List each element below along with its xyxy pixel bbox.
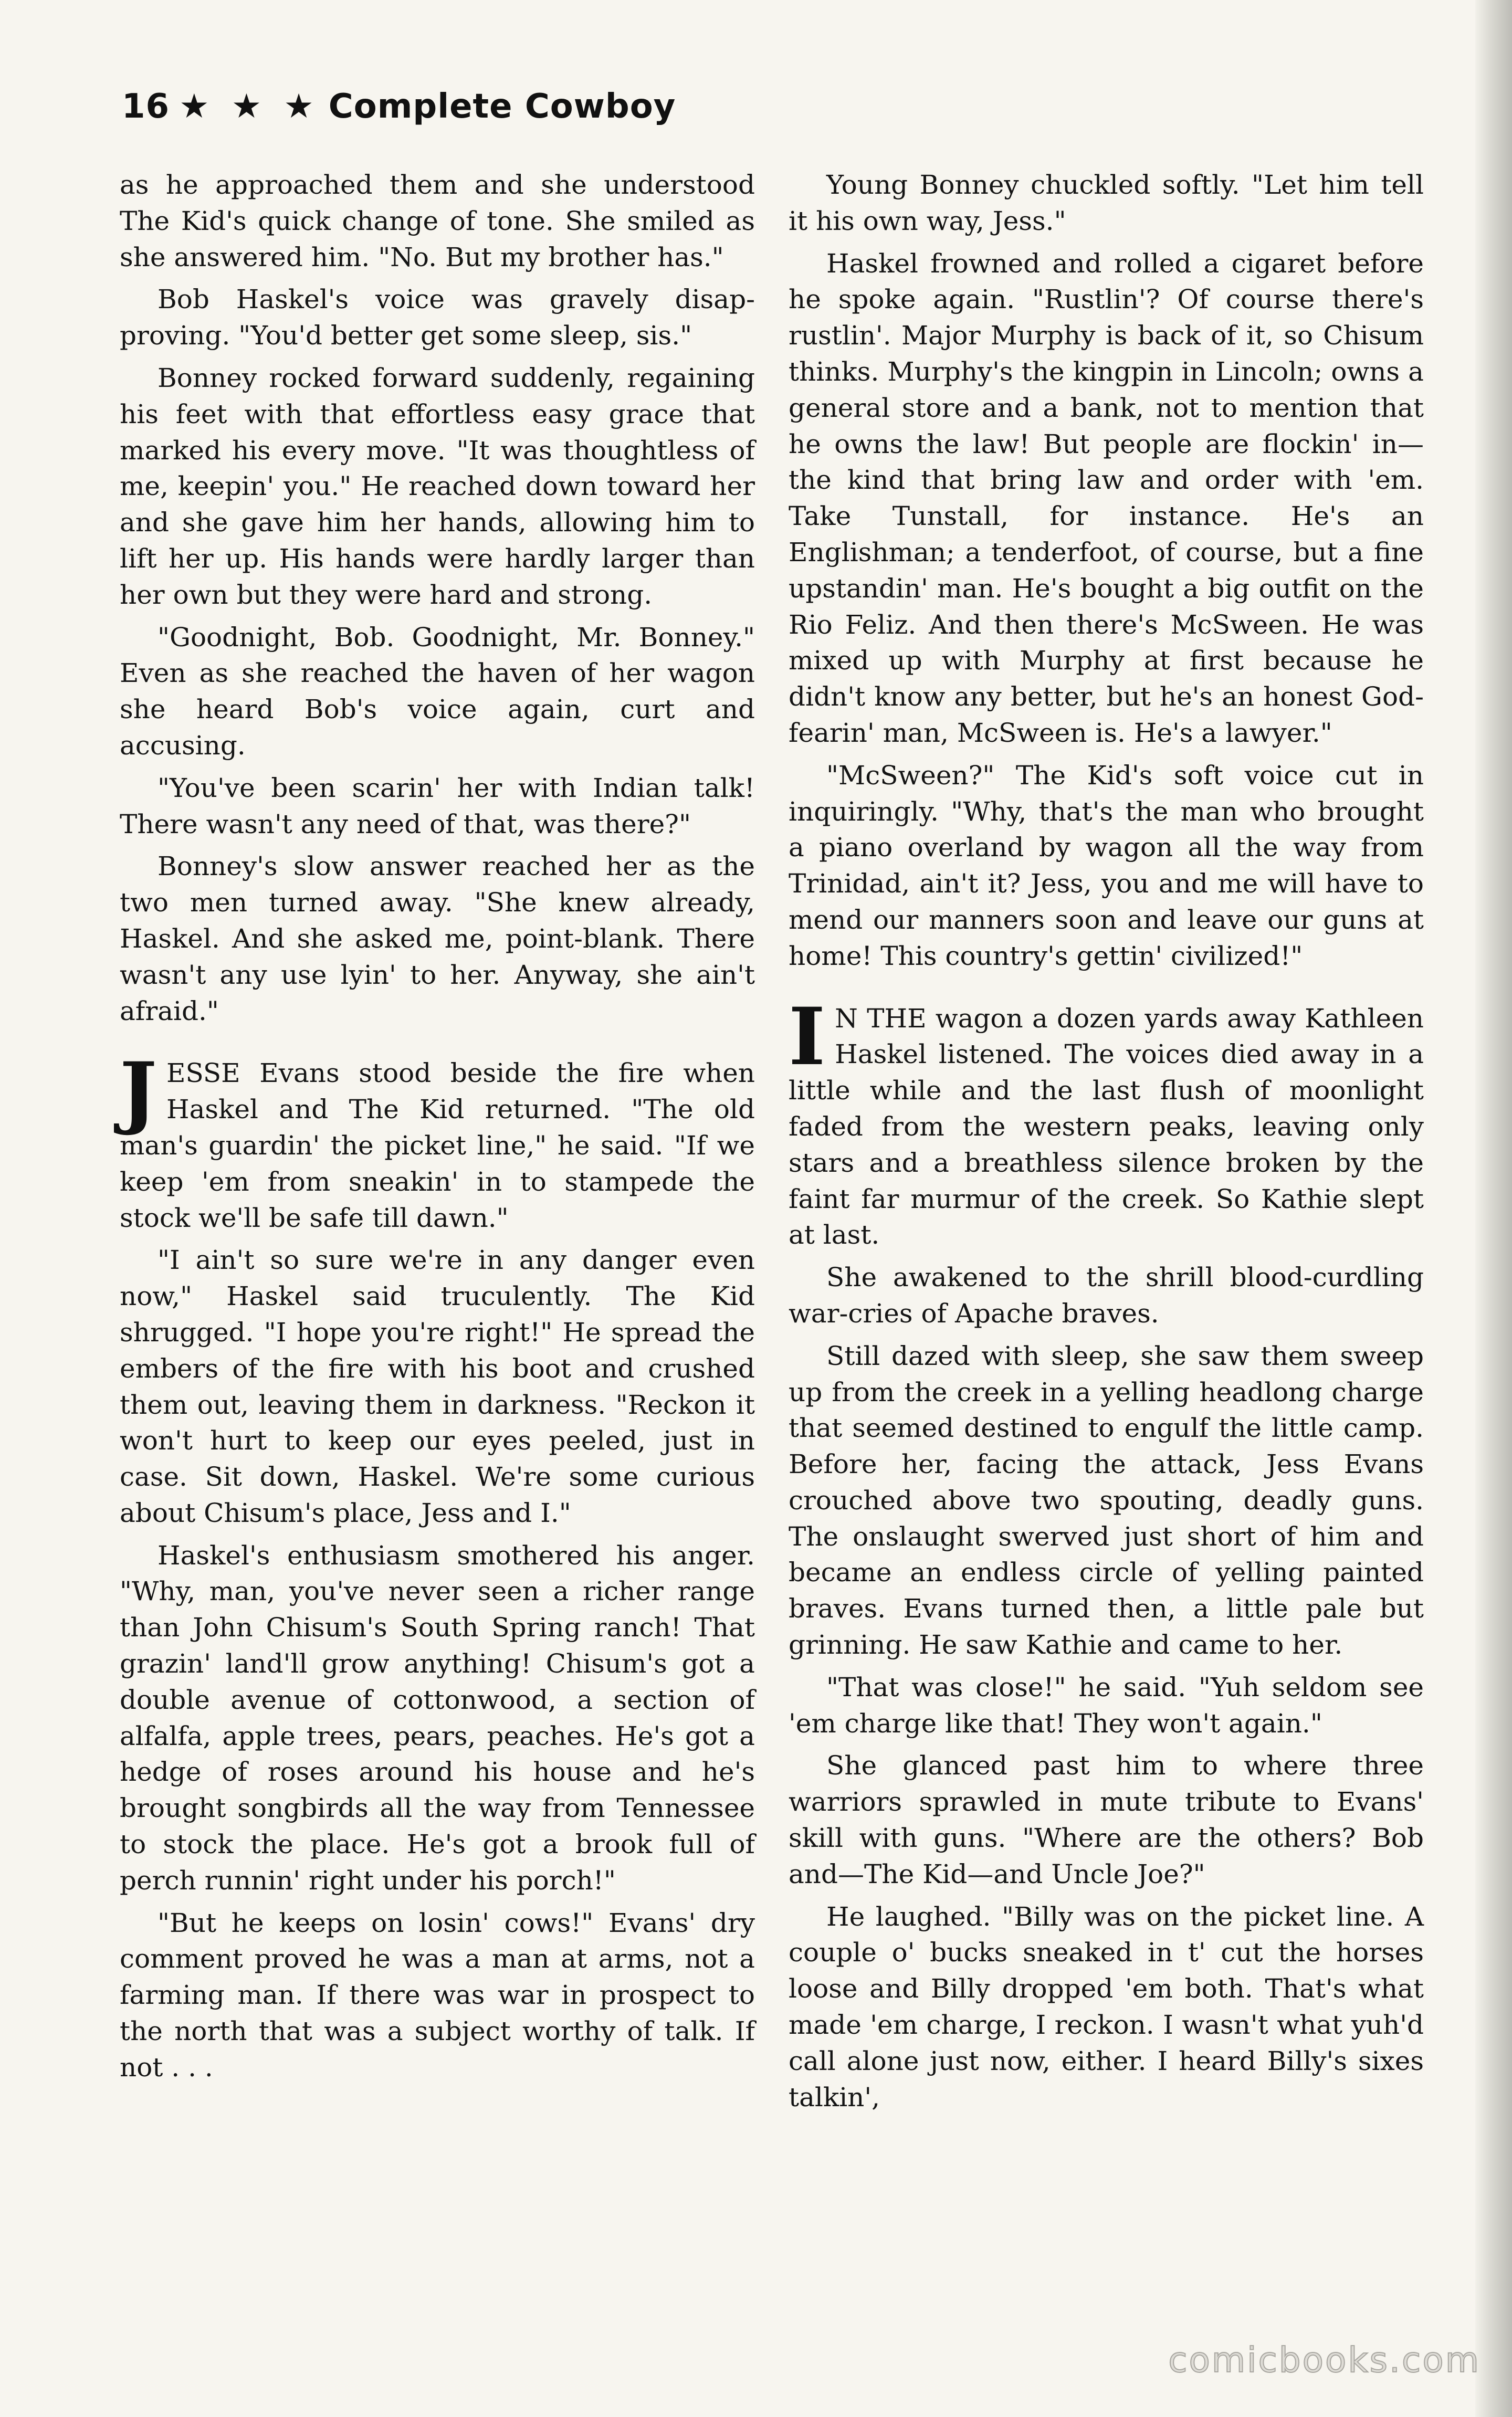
paragraph: "But he keeps on losin' cows!" Evans' dry comment proved he was a man at arms, not a farming man. If there was war in prospect to the north that was a subject worthy of talk. If not . . .: [120, 1907, 755, 2083]
paragraph: "You've been scarin' her with Indian talk! There wasn't any need of that, was there?": [120, 772, 755, 839]
page-binding-edge: [1475, 0, 1512, 2417]
right-column: [789, 167, 1424, 2121]
paragraph: Young Bonney chuckled softly. "Let him tell it his own way, Jess.": [789, 170, 1424, 236]
header-stars: ★ ★ ★: [179, 87, 319, 126]
paragraph: "I ain't so sure we're in any danger even now," Haskel said truculently. The Kid shrugged. "I hope you're right!" He spread the embers of the fire with his boot and crushed them out, leaving them in darkness. "Reckon it won't hurt to keep our eyes peeled, just in case. Sit down, Haskel. We're some curious about Chisum's place, Jess and I.": [120, 1245, 755, 1528]
left-column: [120, 167, 755, 2092]
magazine-title: Complete Cowboy: [328, 87, 676, 126]
paragraph: Bob Haskel's voice was gravely disapproving. "You'd better get some sleep, sis.": [120, 284, 755, 351]
paragraph: as he approached them and she understood The Kid's quick change of tone. She smiled as she answered him. "No. But my brother has.": [120, 170, 755, 272]
paragraph: Haskel frowned and rolled a cigaret before he spoke again. "Rustlin'? Of course there's rustlin'. Major Murphy is back of it, so Chisum thinks. Murphy's the kingpin in Lincoln; owns a general store and a bank, not to mention that he owns the law! But people are flockin' in—the kind that bring law and order with 'em. Take Tunstall, for instance. He's an Englishman; a tenderfoot, of course, but a fine upstandin' man. He's bought a big outfit on the Rio Feliz. And then there's McSween. He was mixed up with Murphy at first because he didn't know any better, but he's an honest God-fearin' man, McSween is. He's a lawyer.": [789, 248, 1424, 748]
paragraph: Bonney's slow answer reached her as the two men turned away. "She knew already, Haskel. And she asked me, point-blank. There wasn't any use lyin' to her. Anyway, she ain't afraid.": [120, 851, 755, 1026]
page-number: 16: [122, 87, 170, 126]
paragraph: "That was close!" he said. "Yuh seldom see 'em charge like that! They won't again.": [789, 1672, 1424, 1739]
paragraph: "Goodnight, Bob. Goodnight, Mr. Bonney." Even as she reached the haven of her wagon she heard Bob's voice again, curt and accusing.: [120, 622, 755, 761]
page-header: [122, 87, 676, 126]
drop-cap: J: [120, 1045, 157, 1138]
drop-cap: I: [789, 990, 826, 1083]
section-start-paragraph: [789, 990, 1424, 1254]
paragraph: Still dazed with sleep, she saw them sweep up from the creek in a yelling headlong charge that seemed destined to engulf the little camp. Before her, facing the attack, Jess Evans crouched above two spouting, deadly guns. The onslaught swerved just short of him and became an endless circle of yelling painted braves. Evans turned then, a little pale but grinning. He saw Kathie and came to her.: [789, 1340, 1424, 1661]
section-first-text: ESSE Evans stood beside the fire when Haskel and The Kid returned. "The old man's guardin' the picket line," he said. "If we keep 'em from sneakin' in to stampede the stock we'll be safe till dawn.": [120, 1058, 755, 1233]
section-start-paragraph: [120, 1045, 755, 1236]
paragraph: He laughed. "Billy was on the picket line. A couple o' bucks sneaked in t' cut the horses loose and Billy dropped 'em both. That's what made 'em charge, I reckon. I wasn't what yuh'd call alone just now, either. I heard Billy's sixes talkin',: [789, 1901, 1424, 2113]
paragraph: "McSween?" The Kid's soft voice cut in inquiringly. "Why, that's the man who brought a piano overland by wagon all the way from Trinidad, ain't it? Jess, you and me will have to mend our manners soon and leave our guns at home! This country's gettin' civilized!": [789, 760, 1424, 971]
paragraph: Bonney rocked forward suddenly, regaining his feet with that effortless easy grace that marked his every move. "It was thoughtless of me, keepin' you." He reached down toward her and she gave him her hands, allowing him to lift her up. His hands were hardly larger than her own but they were hard and strong.: [120, 362, 755, 610]
paragraph: Haskel's enthusiasm smothered his anger. "Why, man, you've never seen a richer range than John Chisum's South Spring ranch! That grazin' land'll grow anything! Chisum's got a double avenue of cottonwood, a section of alfalfa, apple trees, pears, peaches. He's got a hedge of roses around his house and he's brought songbirds all the way from Tennessee to stock the place. He's got a brook full of perch runnin' right under his porch!": [120, 1540, 755, 1896]
watermark: comicbooks.com: [1168, 2340, 1480, 2380]
section-first-text: N THE wagon a dozen yards away Kathleen Haskel listened. The voices died away in a little while and the last flush of moonlight faded from the western peaks, leaving only stars and a breathless silence broken by the faint far murmur of the creek. So Kathie slept at last.: [789, 1003, 1424, 1250]
paragraph: She awakened to the shrill blood-curdling war-cries of Apache braves.: [789, 1262, 1424, 1329]
paragraph: She glanced past him to where three warriors sprawled in mute tribute to Evans' skill with guns. "Where are the others? Bob and—The Kid—and Uncle Joe?": [789, 1750, 1424, 1889]
